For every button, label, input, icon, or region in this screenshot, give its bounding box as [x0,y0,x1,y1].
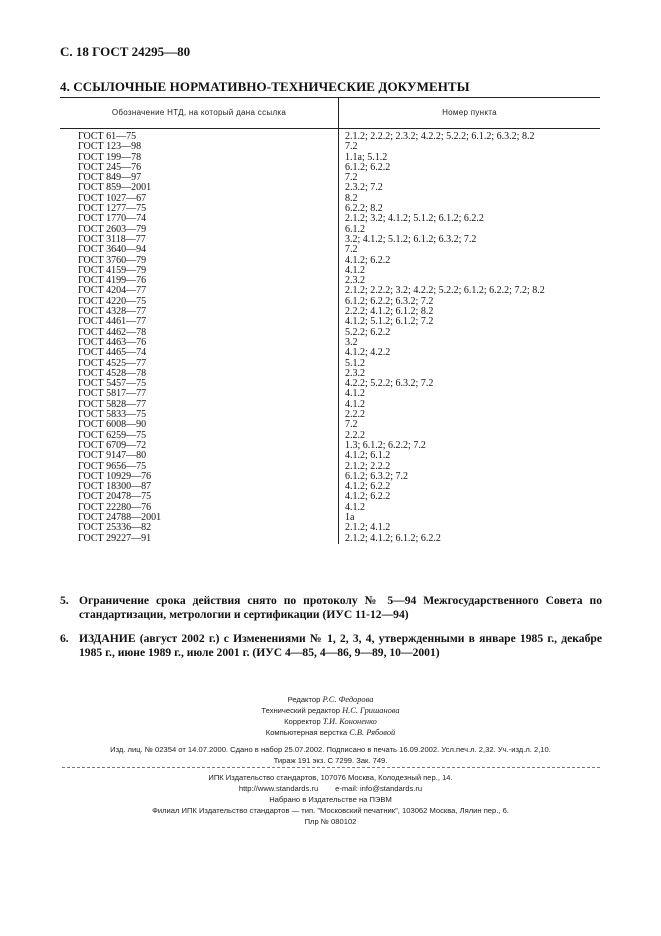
clause-cell: 8.2 [345,192,358,204]
print-info-block [0,744,661,766]
document-cell: ГОСТ 9656—75 [78,460,147,472]
document-cell: ГОСТ 5828—77 [78,398,147,410]
table-row [60,142,600,152]
note-text: Ограничение срока действия снято по протоколу № 5—94 Межгосударственного Совета по стандартизации, метрологии и сертификации (ИУС 11-12—94) [79,594,602,621]
note-number: 5. [60,594,69,607]
clause-cell: 2.1.2; 2.2.2; 2.3.2; 4.2.2; 5.2.2; 6.1.2; 6.3.2; 8.2 [345,131,535,142]
table-row [60,153,600,163]
clause-cell: 7.2 [345,172,358,184]
document-cell: ГОСТ 245—76 [78,161,142,173]
print-run-line: Тираж 191 экз. С 7299. Зак. 749. [273,756,388,765]
email-link: e-mail: info@standards.ru [335,784,423,793]
publisher-block [0,772,661,827]
publisher-contacts [0,783,661,794]
document-cell: ГОСТ 3118—77 [78,233,146,245]
table-row [60,451,600,461]
note-text: ИЗДАНИЕ (август 2002 г.) с Изменениями № 1, 2, 3, 4, утвержденными в январе 1985 г., декабре 1985 г., июне 1989 г., июле 2001 г. (ИУС 4—85, 4—86, 9—89, 10—2001) [79,632,602,659]
website-link: http://www.standards.ru [238,784,319,793]
document-cell: ГОСТ 4204—77 [78,285,147,297]
document-cell: ГОСТ 3760—79 [78,254,147,266]
clause-cell: 2.1.2; 4.1.2 [345,522,391,534]
corrector-line: Корректор Т.И. Кононенко [284,717,377,726]
publisher-address: ИПК Издательство стандартов, 107076 Москва, Колодезный пер., 14. [208,773,453,782]
column-header-document: Обозначение НТД, на который дана ссылка [111,108,287,117]
clause-cell: 4.1.2; 6.2.2 [345,491,391,503]
document-cell: ГОСТ 4525—77 [78,357,147,369]
typeset-line: Набрано в Издательстве на ПЭВМ [269,795,392,804]
document-cell: ГОСТ 1770—74 [78,213,147,225]
clause-cell: 4.2.2; 5.2.2; 6.3.2; 7.2 [345,378,434,390]
document-cell: ГОСТ 4465—74 [78,347,147,359]
clause-cell: 2.1.2; 4.1.2; 6.1.2; 6.2.2 [345,532,441,544]
clause-cell: 6.2.2; 8.2 [345,203,383,215]
document-cell: ГОСТ 29227—91 [78,532,152,544]
tech-editor-name: Н.С. Гришанова [342,706,400,715]
document-cell: ГОСТ 4199—76 [78,275,147,287]
document-cell: ГОСТ 4328—77 [78,306,147,318]
document-cell: ГОСТ 4528—78 [78,367,147,379]
clause-cell: 4.1.2 [345,264,365,276]
document-cell: ГОСТ 5817—77 [78,388,147,400]
document-cell: ГОСТ 9147—80 [78,450,147,462]
clause-cell: 6.1.2; 6.2.2 [345,161,391,173]
clause-cell: 2.3.2 [345,367,365,379]
document-cell: ГОСТ 123—98 [78,141,142,153]
clause-cell: 2.2.2; 4.1.2; 6.1.2; 8.2 [345,306,434,318]
document-cell: ГОСТ 4159—79 [78,264,147,276]
document-cell: ГОСТ 4463—76 [78,336,147,348]
column-header-clause: Номер пункта [442,108,497,117]
clause-cell: 5.2.2; 6.2.2 [345,326,391,338]
clause-cell: 1.3; 6.1.2; 6.2.2; 7.2 [345,439,426,451]
printer-line: Филиал ИПК Издательство стандартов — тип. "Московский печатник", 103062 Москва, Лялин пер., 6. [152,806,509,815]
clause-cell: 4.1.2 [345,398,365,410]
clause-cell: 2.1.2; 2.2.2; 3.2; 4.2.2; 5.2.2; 6.1.2; 6.2.2; 7.2; 8.2 [345,285,545,297]
document-cell: ГОСТ 4220—75 [78,295,147,307]
document-cell: ГОСТ 199—78 [78,151,142,163]
clause-cell: 2.2.2 [345,409,365,421]
tech-editor-line: Технический редактор Н.С. Гришанова [261,706,400,715]
document-cell: ГОСТ 4462—78 [78,326,147,338]
clause-cell: 6.1.2 [345,223,365,235]
clause-cell: 4.1.2; 6.1.2 [345,450,391,462]
layout-line: Компьютерная верстка С.В. Рябовой [265,728,396,737]
document-cell: ГОСТ 859—2001 [78,182,152,194]
clause-cell: 7.2 [345,141,358,153]
table-header [60,97,600,129]
clause-cell: 4.1.2; 5.1.2; 6.1.2; 7.2 [345,316,434,328]
document-cell: ГОСТ 1277—75 [78,203,147,215]
credits-block [0,694,661,738]
editor-line: Редактор Р.С. Федорова [287,695,374,704]
table-row [60,163,600,173]
divider [62,767,600,768]
document-cell: ГОСТ 4461—77 [78,316,147,328]
clause-cell: 2.2.2 [345,429,365,441]
clause-cell: 2.1.2; 3.2; 4.1.2; 5.1.2; 6.1.2; 6.2.2 [345,213,484,225]
license-line: Плр № 080102 [304,817,357,826]
note-5 [60,594,602,622]
clause-cell: 2.1.2; 2.2.2 [345,460,391,472]
layout-name: С.В. Рябовой [349,728,396,737]
clause-cell: 3.2; 4.1.2; 5.1.2; 6.1.2; 6.3.2; 7.2 [345,233,477,245]
table-body [60,129,600,544]
document-cell: ГОСТ 61—75 [78,131,137,142]
table-row [60,132,600,142]
document-cell: ГОСТ 20478—75 [78,491,152,503]
clause-cell: 1a [345,511,355,523]
clause-cell: 7.2 [345,419,358,431]
clause-cell: 1.1a; 5.1.2 [345,151,388,163]
clause-cell: 4.1.2; 4.2.2 [345,347,391,359]
clause-cell: 4.1.2 [345,501,365,513]
document-cell: ГОСТ 6008—90 [78,419,147,431]
document-cell: ГОСТ 18300—87 [78,481,152,493]
table-row [60,348,600,358]
clause-cell: 4.1.2; 6.2.2 [345,481,391,493]
document-cell: ГОСТ 22280—76 [78,501,152,513]
section-title: 4. ССЫЛОЧНЫЕ НОРМАТИВНО-ТЕХНИЧЕСКИЕ ДОКУМЕНТЫ [60,79,470,94]
editor-name: Р.С. Федорова [322,695,374,704]
clause-cell: 7.2 [345,244,358,256]
print-info-line: Изд. лиц. № 02354 от 14.07.2000. Сдано в набор 25.07.2002. Подписано в печать 16.09.2002. Усл.печ.л. 2,32. Уч.-изд.л. 2,10. [110,745,551,754]
clause-cell: 6.1.2; 6.3.2; 7.2 [345,470,409,482]
document-cell: ГОСТ 2603—79 [78,223,147,235]
table-row [60,534,600,544]
document-cell: ГОСТ 5833—75 [78,409,147,421]
document-cell: ГОСТ 1027—67 [78,192,147,204]
document-cell: ГОСТ 5457—75 [78,378,147,390]
document-cell: ГОСТ 849—97 [78,172,142,184]
clause-cell: 5.1.2 [345,357,365,369]
document-cell: ГОСТ 3640—94 [78,244,147,256]
document-cell: ГОСТ 10929—76 [78,470,152,482]
document-cell: ГОСТ 24788—2001 [78,511,162,523]
clause-cell: 3.2 [345,336,358,348]
clause-cell: 6.1.2; 6.2.2; 6.3.2; 7.2 [345,295,434,307]
note-6 [60,632,602,660]
page-header: С. 18 ГОСТ 24295—80 [60,44,191,59]
document-cell: ГОСТ 6259—75 [78,429,147,441]
clause-cell: 4.1.2; 6.2.2 [345,254,391,266]
table-rows [60,129,600,544]
note-number: 6. [60,632,69,645]
document-cell: ГОСТ 6709—72 [78,439,147,451]
document-cell: ГОСТ 25336—82 [78,522,152,534]
clause-cell: 2.3.2 [345,275,365,287]
corrector-name: Т.И. Кононенко [322,717,377,726]
clause-cell: 4.1.2 [345,388,365,400]
clause-cell: 2.3.2; 7.2 [345,182,383,194]
references-table [60,97,600,544]
